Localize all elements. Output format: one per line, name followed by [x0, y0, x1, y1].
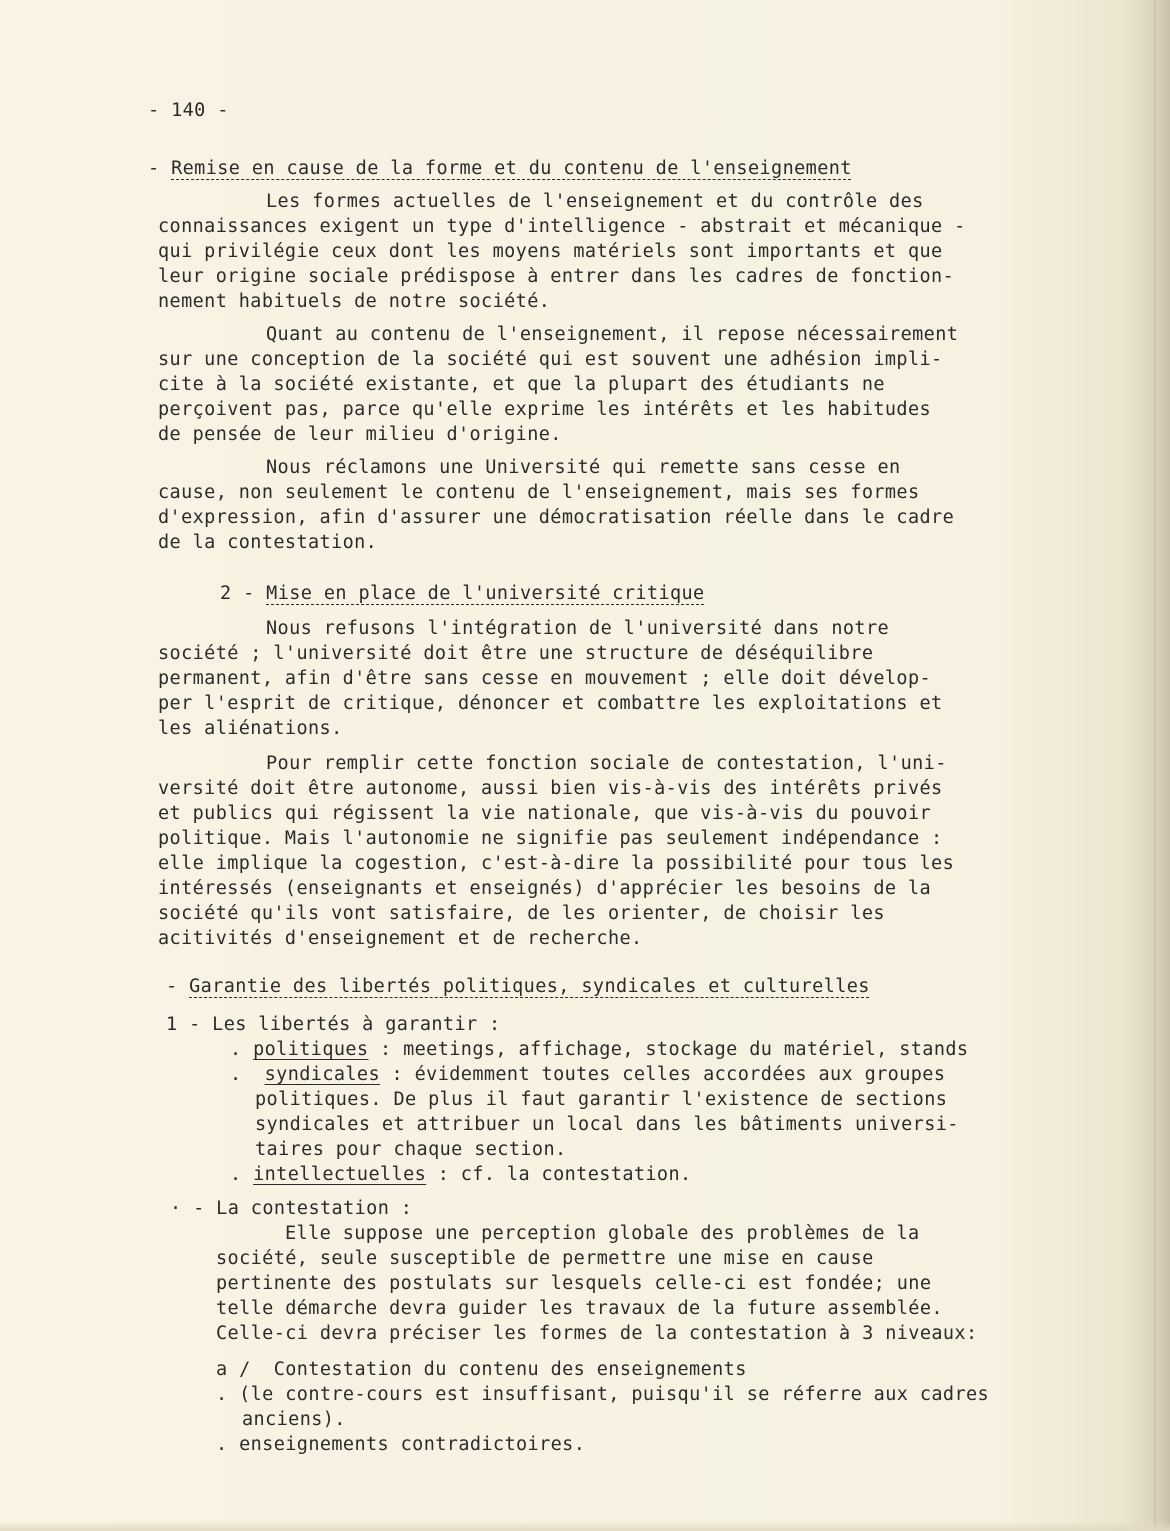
s2-p2-l2: versité doit être autonome, aussi bien vis-à-vis des intérêts privés	[158, 778, 943, 799]
s2-p1-l4: per l'esprit de critique, dénoncer et combattre les exploitations et	[158, 693, 943, 714]
bullet-dot: .	[230, 1064, 242, 1085]
bullet-label: intellectuelles	[253, 1164, 427, 1185]
syndicales-cont-l1: politiques. De plus il faut garantir l'existence de sections	[255, 1089, 948, 1110]
s2-p1-l1: Nous refusons l'intégration de l'université dans notre	[266, 618, 890, 639]
subheading-contestation	[170, 1197, 412, 1221]
s1-p2-l2: sur une conception de la société qui est souvent une adhésion impli-	[158, 349, 943, 370]
contestation-l1: Elle suppose une perception globale des problèmes de la	[285, 1223, 920, 1244]
item-a-bullet-1-cont: anciens).	[242, 1409, 346, 1430]
contestation-l5: Celle-ci devra préciser les formes de la contestation à 3 niveaux:	[216, 1323, 978, 1344]
s2-p2-l5: elle implique la cogestion, c'est-à-dire la possibilité pour tous les	[158, 853, 955, 874]
s1-p1-l5: nement habituels de notre société.	[158, 291, 551, 312]
heading-dash: -	[166, 976, 190, 997]
item-a-heading: a / Contestation du contenu des enseignements	[216, 1359, 747, 1380]
bullet-dot: .	[230, 1164, 242, 1185]
s2-p1-l5: les aliénations.	[158, 718, 343, 739]
heading-text: Remise en cause de la forme et du contenu de l'enseignement	[171, 158, 852, 179]
heading-dash: -	[148, 158, 172, 179]
s1-p2-l3: cite à la société existante, et que la plupart des étudiants ne	[158, 374, 885, 395]
s2-p2-l1: Pour remplir cette fonction sociale de contestation, l'uni-	[266, 753, 947, 774]
bullet-dot: .	[216, 1384, 228, 1405]
item-a-bullet-2	[216, 1433, 585, 1457]
page-number: - 140 -	[148, 100, 229, 121]
syndicales-cont-l2: syndicales et attribuer un local dans les bâtiments universi-	[255, 1114, 959, 1135]
heading-number: 2 -	[220, 583, 267, 604]
binding-edge	[1154, 0, 1156, 1531]
bullet-text: (le contre-cours est insuffisant, puisqu'il se réferre aux cadres	[239, 1384, 990, 1405]
contestation-l4: telle démarche devra guider les travaux de la future assemblée.	[216, 1298, 943, 1319]
bullet-label: politiques	[253, 1039, 369, 1060]
contestation-l3: pertinente des postulats sur lesquels celle-ci est fondée; une	[216, 1273, 932, 1294]
section-heading-2	[220, 582, 705, 606]
subheading-text: - La contestation :	[193, 1198, 413, 1219]
bullet-politiques	[230, 1038, 968, 1062]
bullet-text: : évidemment toutes celles accordées aux groupes	[380, 1064, 946, 1085]
bullet-text: : cf. la contestation.	[426, 1164, 692, 1185]
syndicales-cont-l3: taires pour chaque section.	[255, 1139, 567, 1160]
bullet-syndicales	[230, 1063, 945, 1087]
s2-p1-l2: société ; l'université doit être une structure de déséquilibre	[158, 643, 874, 664]
bullet-dot: .	[230, 1039, 242, 1060]
s1-p1-l1: Les formes actuelles de l'enseignement et du contrôle des	[266, 191, 924, 212]
s2-p2-l8: acitivités d'enseignement et de recherche.	[158, 928, 643, 949]
s2-p2-l7: société qu'ils vont satisfaire, de les orienter, de choisir les	[158, 903, 885, 924]
bullet-intellectuelles	[230, 1163, 692, 1187]
s1-p3-l2: cause, non seulement le contenu de l'enseignement, mais ses formes	[158, 482, 920, 503]
section-heading-1	[148, 157, 852, 181]
s1-p3-l3: d'expression, afin d'assurer une démocratisation réelle dans le cadre	[158, 507, 955, 528]
s1-p2-l4: perçoivent pas, parce qu'elle exprime les intérêts et les habitudes	[158, 399, 932, 420]
s1-p1-l4: leur origine sociale prédispose à entrer dans les cadres de fonction-	[158, 266, 955, 287]
bullet-text: : meetings, affichage, stockage du matériel, stands	[368, 1039, 969, 1060]
section-heading-3	[166, 975, 870, 999]
subheading-libertes: 1 - Les libertés à garantir :	[166, 1014, 501, 1035]
bullet-label: syndicales	[264, 1064, 381, 1085]
s2-p1-l3: permanent, afin d'être sans cesse en mouvement ; elle doit dévelop-	[158, 668, 932, 689]
s1-p3-l1: Nous réclamons une Université qui remette sans cesse en	[266, 457, 901, 478]
margin-mark: ·	[170, 1198, 182, 1219]
s1-p1-l3: qui privilégie ceux dont les moyens matériels sont importants et que	[158, 241, 943, 262]
item-a-bullet-1	[216, 1383, 989, 1407]
bullet-dot: .	[216, 1434, 228, 1455]
s2-p2-l3: et publics qui régissent la vie nationale, que vis-à-vis du pouvoir	[158, 803, 932, 824]
bullet-text: enseignements contradictoires.	[239, 1434, 586, 1455]
s2-p2-l6: intéressés (enseignants et enseignés) d'apprécier les besoins de la	[158, 878, 932, 899]
s1-p2-l1: Quant au contenu de l'enseignement, il repose nécessairement	[266, 324, 959, 345]
s1-p3-l4: de la contestation.	[158, 532, 378, 553]
contestation-l2: société, seule susceptible de permettre une mise en cause	[216, 1248, 874, 1269]
s1-p1-l2: connaissances exigent un type d'intelligence - abstrait et mécanique -	[158, 216, 966, 237]
page-bottom-edge	[0, 1521, 1170, 1531]
heading-text: Garantie des libertés politiques, syndicales et culturelles	[189, 976, 870, 997]
heading-text: Mise en place de l'université critique	[266, 583, 705, 604]
s1-p2-l5: de pensée de leur milieu d'origine.	[158, 424, 562, 445]
s2-p2-l4: politique. Mais l'autonomie ne signifie pas seulement indépendance :	[158, 828, 943, 849]
